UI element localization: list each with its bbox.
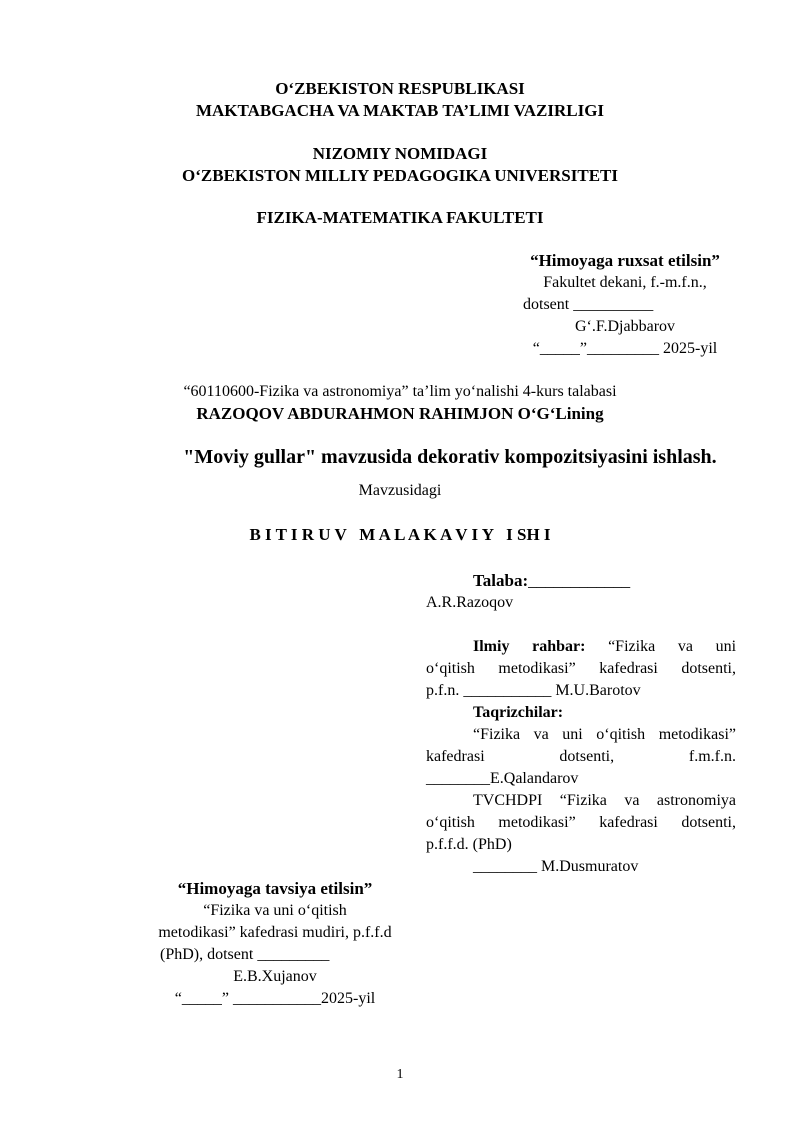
advisor-line-2: o‘qitish metodikasi” kafedrasi dotsenti, <box>426 660 736 677</box>
university-header <box>0 143 800 187</box>
recommendation-signer: E.B.Xujanov <box>233 968 317 985</box>
student-sign-blank: ____________ <box>528 571 631 590</box>
recommendation-title: “Himoyaga tavsiya etilsin” <box>177 879 373 898</box>
student-fullname: RAZOQOV ABDURAHMON RAHIMJON O‘G‘Lining <box>196 404 604 423</box>
approval-title: “Himoyaga ruxsat etilsin” <box>530 251 720 270</box>
reviewer2-line-3: p.f.f.d. (PhD) <box>426 836 512 853</box>
ministry-header <box>0 78 800 122</box>
spacer <box>426 614 736 636</box>
student-short-name: A.R.Razoqov <box>426 594 514 611</box>
reviewer1-line-3: ________E.Qalandarov <box>426 770 579 787</box>
recommendation-line-1: “Fizika va uni o‘qitish <box>203 902 347 919</box>
advisor-line-3: p.f.n. ___________ M.U.Barotov <box>426 682 641 699</box>
ministry-line-1: O‘ZBEKISTON RESPUBLIKASI <box>275 79 525 98</box>
page-number: 1 <box>396 1067 404 1082</box>
faculty-title: FIZIKA-MATEMATIKA FAKULTETI <box>256 208 544 227</box>
recommendation-line-2: metodikasi” kafedrasi mudiri, p.f.f.d <box>158 924 392 941</box>
student-info <box>0 381 800 425</box>
reviewer2-line-1: TVCHDPI “Fizika va astronomiya <box>473 792 736 809</box>
university-line-1: NIZOMIY NOMIDAGI <box>312 144 488 163</box>
university-line-2: O‘ZBEKISTON MILLIY PEDAGOGIKA UNIVERSITETI <box>182 166 618 185</box>
approval-date: “_____”_________ 2025-yil <box>532 340 718 357</box>
ministry-line-2: MAKTABGACHA VA MAKTAB TA’LIMI VAZIRLIGI <box>195 101 605 120</box>
topic-suffix: Mavzusidagi <box>358 482 442 499</box>
approval-signer: G‘.F.Djabbarov <box>574 318 676 335</box>
reviewer2-line-2: o‘qitish metodikasi” kafedrasi dotsenti, <box>426 814 736 831</box>
advisor-label: Ilmiy rahbar: <box>473 638 586 655</box>
approval-line-2: dotsent __________ <box>523 296 654 313</box>
advisor-dept-start: “Fizika va uni <box>608 638 737 655</box>
reviewers-label: Taqrizchilar: <box>473 704 564 721</box>
student-signature-line <box>426 570 736 592</box>
work-type-title: B I T I R U V M A L A K A V I Y I SH I <box>249 525 551 544</box>
reviewer2-line-4: ________ M.Dusmuratov <box>473 858 639 875</box>
thesis-topic: "Moviy gullar" mavzusida dekorativ kompozitsiyasini ishlash. <box>183 446 717 468</box>
recommendation-date: “_____” ___________2025-yil <box>174 990 376 1007</box>
reviewer1-line-1: “Fizika va uni o‘qitish metodikasi” <box>473 726 736 743</box>
approval-block <box>505 250 745 360</box>
student-program: “60110600-Fizika va astronomiya” ta’lim yo‘nalishi 4-kurs talabasi <box>183 383 617 400</box>
recommendation-line-3: (PhD), dotsent _________ <box>160 946 330 963</box>
advisor-line-1 <box>426 636 736 658</box>
approval-line-1: Fakultet dekani, f.-m.f.n., <box>543 274 707 291</box>
recommendation-block <box>125 878 425 1010</box>
people-block <box>426 570 736 878</box>
reviewer1-line-2: kafedrasi dotsenti, f.m.f.n. <box>426 748 736 765</box>
student-label: Talaba: <box>473 571 529 590</box>
